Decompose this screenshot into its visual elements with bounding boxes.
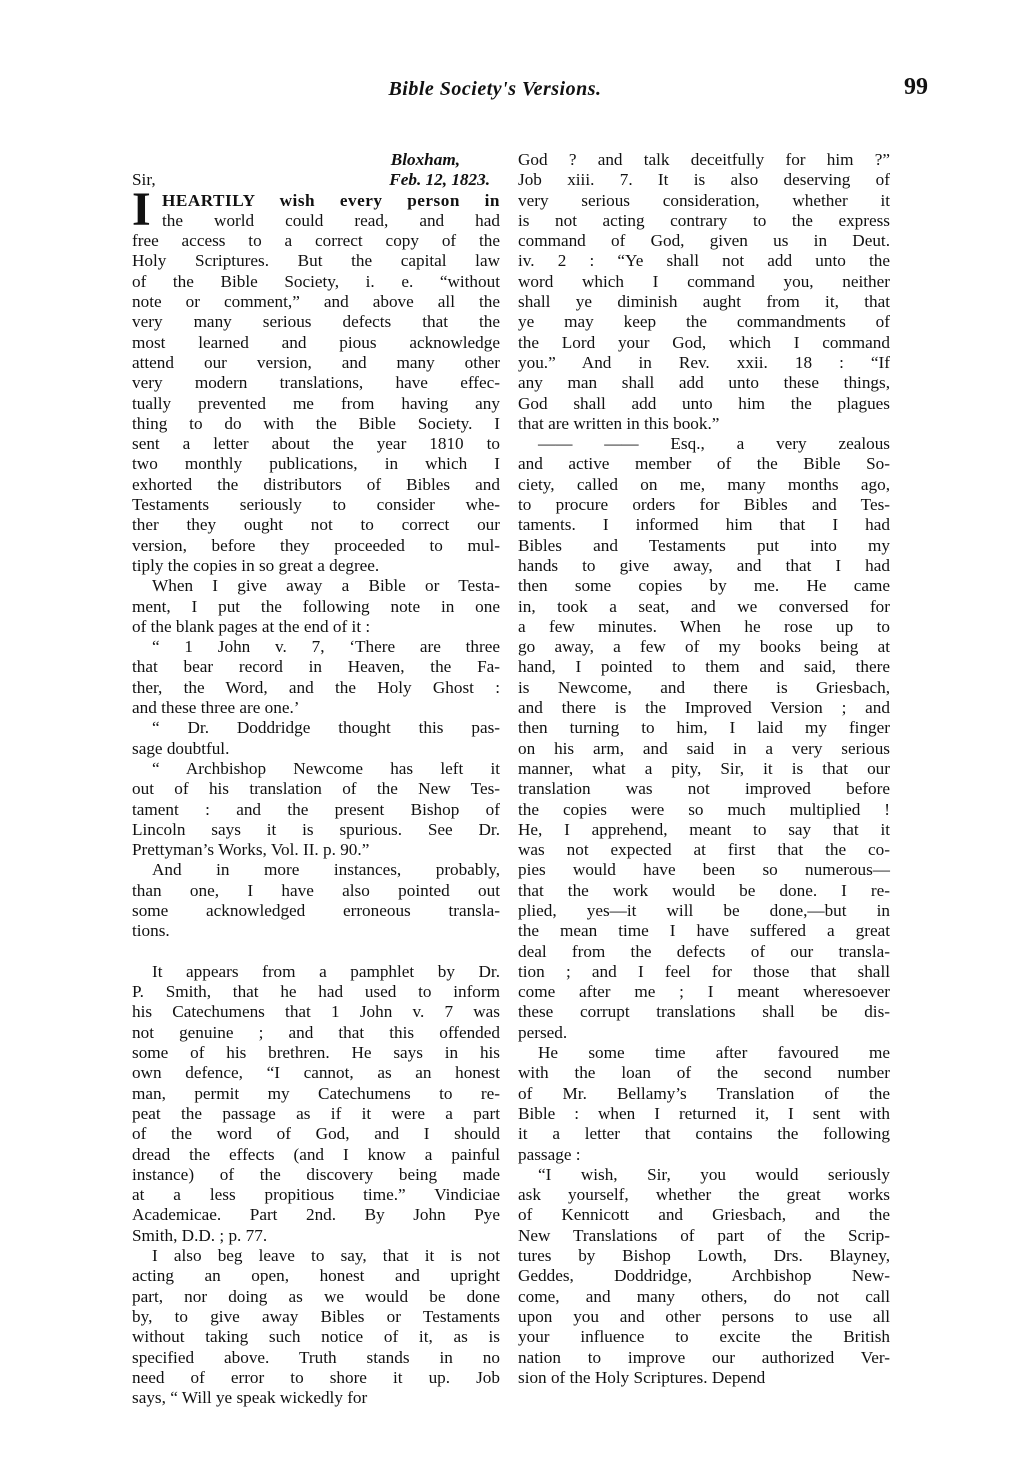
text-line: the Lord your God, which I command [518,332,890,352]
left-column [132,150,500,1408]
text-line: on his arm, and said in a very serious [518,738,890,758]
text-line: and active member of the Bible So- [518,454,890,474]
text-line: instance) of the discovery being made [132,1164,500,1184]
text-line: tually prevented me from having any [132,393,500,413]
text-line: exhorted the distributors of Bibles and [132,474,500,494]
text-line: some of his brethren. He says in his [132,1043,500,1063]
text-line: He some time after favoured me [538,1043,890,1063]
text-line: was not expected at first that the co- [518,840,890,860]
text-line: and there is the Improved Version ; and [518,698,890,718]
text-line: version, before they proceeded to mul- [132,535,500,555]
text-line: any man shall add unto these things, [518,373,890,393]
text-line: upon you and other persons to use all [518,1306,890,1326]
text-line: tions. [132,921,170,941]
text-line: of Mr. Bellamy’s Translation of the [518,1083,890,1103]
text-line: Testaments seriously to consider whe- [132,495,500,515]
text-line: Job xiii. 7. It is also deserving of [518,170,890,190]
text-line: free access to a correct copy of the [132,231,500,251]
text-line: ye may keep the commandments of [518,312,890,332]
text-line: peat the passage as if it were a part [132,1103,500,1123]
text-line: “ Dr. Doddridge thought this pas- [152,718,500,738]
text-line: of Kennicott and Griesbach, and the [518,1205,890,1225]
text-line: persed. [518,1022,568,1042]
text-line: ask yourself, whether the great works [518,1185,890,1205]
text-line: of the blank pages at the end of it : [132,616,371,636]
text-line: specified above. Truth stands in no [132,1347,500,1367]
running-header: Bible Society's Versions. [388,78,602,100]
text-line: It appears from a pamphlet by Dr. [152,961,500,981]
text-line: When I give away a Bible or Testa- [152,576,500,596]
text-line: tiply the copies in so great a degree. [132,555,380,575]
text-line: these corrupt translations shall be dis- [518,1002,890,1022]
text-line: ciety, called on me, many months ago, [518,474,890,494]
text-line: sion of the Holy Scriptures. Depend [518,1367,766,1387]
text-line: pies would have been so numerous— [518,860,890,880]
text-line: at a less propitious time.” Vindiciae [132,1185,500,1205]
text-line: iv. 2 : “Ye shall not add unto the [518,251,890,271]
drop-cap: I [132,182,151,236]
text-line: the copies were so much multiplied ! [518,799,890,819]
text-line: Bibles and Testaments put into my [518,535,890,555]
text-line: of the Bible Society, i. e. “without [132,271,500,291]
text-line: God ? and talk deceitfully for him ?” [518,150,890,169]
text-line: then some copies by me. He came [518,576,890,596]
text-line: to procure orders for Bibles and Tes- [518,495,890,515]
text-line: without taking such notice of it, as is [132,1327,500,1347]
text-line: note or comment,” and above all the [132,292,500,312]
text-line [132,942,500,962]
text-line: out of his translation of the New Tes- [132,779,500,799]
text-line: Academicae. Part 2nd. By John Pye [132,1205,500,1225]
text-line: than one, I have also pointed out [132,880,500,900]
text-line: his Catechumens that 1 John v. 7 was [132,1002,500,1022]
text-line: thing to do with the Bible Society. I [132,413,500,433]
text-line: Smith, D.D. ; p. 77. [132,1225,268,1245]
text-line: your influence to excite the British [518,1327,890,1347]
text-line: shall ye diminish aught from it, that [518,292,890,312]
text-line: New Translations of part of the Scrip- [518,1225,890,1245]
text-line: nation to improve our authorized Ver- [518,1347,890,1367]
text-line: tament : and the present Bishop of [132,799,500,819]
text-line: manner, what a pity, Sir, it is that our [518,758,890,778]
text-line: with the loan of the second number [518,1063,890,1083]
text-line: And in more instances, probably, [152,860,500,880]
text-line: a few minutes. When he rose up to [518,616,890,636]
text-line: command of God, given us in Deut. [518,231,890,251]
text-line: not genuine ; and that this offended [132,1022,500,1042]
text-line: you.” And in Rev. xxii. 18 : “If [518,352,890,372]
text-line: taments. I informed him that I had [518,515,890,535]
text-line: need of error to shore it up. Job [132,1367,500,1387]
text-line: very serious consideration, whether it [518,190,890,210]
text-line: go away, a few of my books being at [518,637,890,657]
text-line: I also beg leave to say, that it is not [152,1246,500,1266]
right-column [518,150,890,1388]
text-line: ther they ought not to correct our [132,515,500,535]
text-line: translation was not improved before [518,779,890,799]
text-line: sage doubtful. [132,738,230,758]
text-line: says, “ Will ye speak wickedly for [132,1388,368,1408]
text-line: —— —— Esq., a very zealous [538,434,890,454]
left-column-text [132,182,500,1409]
text-line: “I wish, Sir, you would seriously [538,1164,890,1184]
text-line: then turning to him, I laid my finger [518,718,890,738]
text-line: by, to give away Bibles or Testaments [132,1306,500,1326]
letter-salutation: Sir, [132,170,156,190]
text-line: ther, the Word, and the Holy Ghost : [132,677,500,697]
text-line: of the word of God, and I should [132,1124,500,1144]
text-line: come, and many others, do not call [518,1286,890,1306]
text-line: Geddes, Doddridge, Archbishop New- [518,1266,890,1286]
text-line: plied, yes—it will be done,—but in [518,900,890,920]
text-line: two monthly publications, in which I [132,454,500,474]
text-line: in, took a seat, and we conversed for [518,596,890,616]
text-line: some acknowledged erroneous transla- [132,900,500,920]
letter-date: Feb. 12, 1823. [389,170,490,190]
text-line: most learned and pious acknowledge [132,332,500,352]
text-line: hand, I pointed to them and said, there [518,657,890,677]
text-line: that the work would be done. I re- [518,880,890,900]
text-line: deal from the defects of our transla- [518,941,890,961]
text-line: come after me ; I meant wheresoever [518,982,890,1002]
text-line: HEARTILY wish every person in [162,190,500,210]
text-line: that bear record in Heaven, the Fa- [132,657,500,677]
text-line: sent a letter about the year 1810 to [132,434,500,454]
text-line: Lincoln says it is spurious. See Dr. [132,819,500,839]
text-line: acting an open, honest and upright [132,1266,500,1286]
text-line: it a letter that contains the following [518,1124,890,1144]
text-line: word which I command you, neither [518,271,890,291]
text-line: part, nor doing as we would be done [132,1286,500,1306]
letter-date-line [132,170,500,190]
text-line: hands to give away, and that I had [518,555,890,575]
text-line: Prettyman’s Works, Vol. II. p. 90.” [132,840,370,860]
text-line: own defence, “I cannot, as an honest [132,1063,500,1083]
text-line: dread the effects (and I know a painful [132,1144,500,1164]
text-line: the world could read, and had [162,210,500,230]
text-line: is Newcome, and there is Griesbach, [518,677,890,697]
text-line: God shall add unto him the plagues [518,393,890,413]
text-line: ment, I put the following note in one [132,596,500,616]
text-line: P. Smith, that he had used to inform [132,982,500,1002]
text-line: is not acting contrary to the express [518,210,890,230]
right-column-text [518,150,890,1388]
text-line: “ Archbishop Newcome has left it [152,758,500,778]
page-number: 99 [904,74,928,100]
letter-place: Bloxham, [390,150,460,169]
text-line: the mean time I have suffered a great [518,921,890,941]
text-line: tures by Bishop Lowth, Drs. Blayney, [518,1246,890,1266]
text-line: attend our version, and many other [132,352,500,372]
text-line: passage : [518,1144,581,1164]
text-line: man, permit my Catechumens to re- [132,1083,500,1103]
text-line: He, I apprehend, meant to say that it [518,819,890,839]
text-line: that are written in this book.” [518,413,720,433]
text-line: very many serious defects that the [132,312,500,332]
text-line: very modern translations, have effec- [132,373,500,393]
text-line: Holy Scriptures. But the capital law [132,251,500,271]
text-line: tion ; and I feel for those that shall [518,961,890,981]
text-line: Bible : when I returned it, I sent with [518,1103,890,1123]
text-line: “ 1 John v. 7, ‘There are three [152,637,500,657]
text-line: and these three are one.’ [132,698,300,718]
